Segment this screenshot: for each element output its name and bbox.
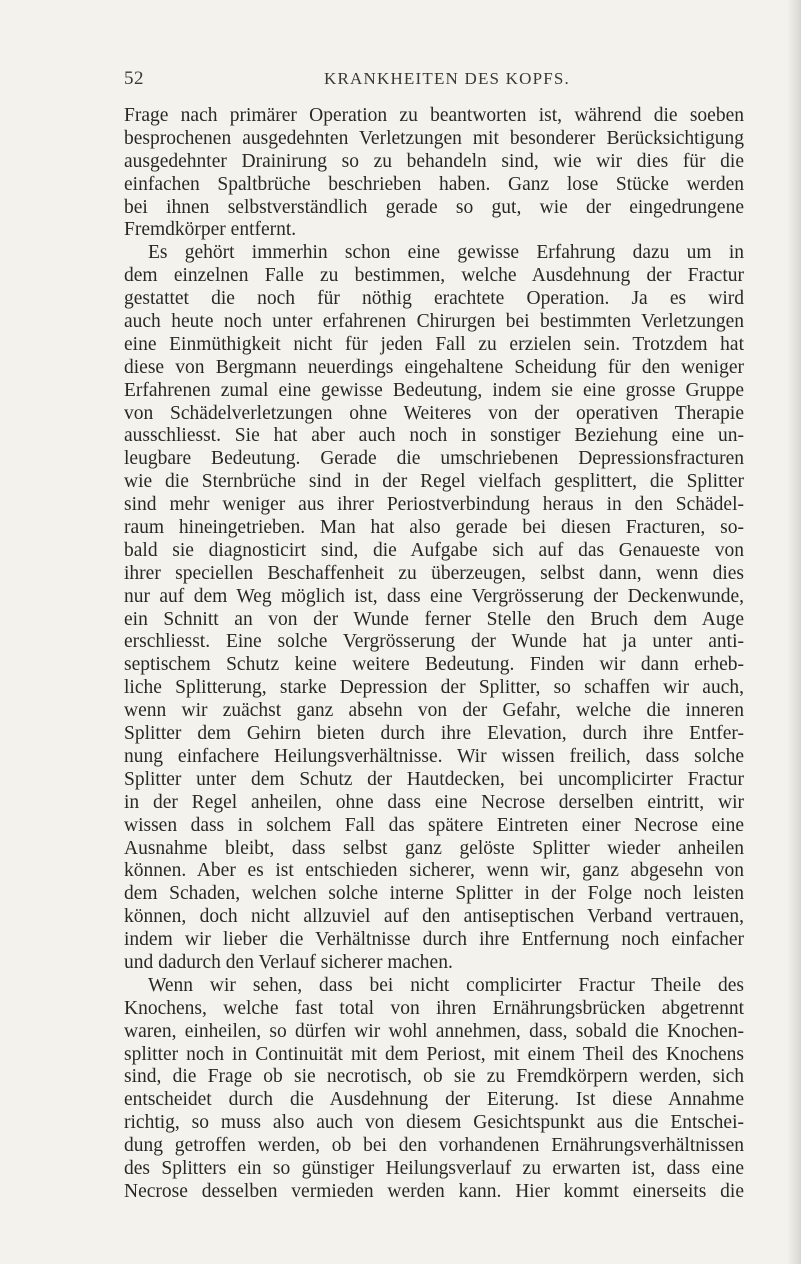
text-line: besprochenen ausgedehnten Verletzungen mit besonderer Berücksichtigung [124,127,744,149]
text-line: wenn wir zuächst ganz absehn von der Gefahr, welche die inneren [124,700,744,722]
text-line: Knochens, welche fast total von ihren Ernährungsbrücken abgetrennt [124,997,744,1019]
text-line: Erfahrenen zumal eine gewisse Bedeutung, indem sie eine grosse Gruppe [124,379,744,401]
text-line: bei ihnen selbstverständlich gerade so gut, wie der eingedrungene [124,196,744,218]
text-line: nung einfachere Heilungsverhältnisse. Wir wissen freilich, dass solche [124,745,744,767]
text-line: dem einzelnen Falle zu bestimmen, welche Ausdehnung der Fractur [124,265,744,287]
text-line: erschliesst. Eine solche Vergrösserung der Wunde hat ja unter anti- [124,631,744,653]
text-line: Es gehört immerhin schon eine gewisse Erfahrung dazu um in [148,242,744,264]
text-line: wissen dass in solchem Fall das spätere Eintreten einer Necrose eine [124,814,744,836]
text-line: können. Aber es ist entschieden sicherer, wenn wir, ganz abgesehn von [124,860,744,882]
text-line: sind, die Frage ob sie necrotisch, ob sie zu Fremdkörpern werden, sich [124,1066,744,1088]
text-line: dem Schaden, welchen solche interne Splitter in der Folge noch leisten [124,883,744,905]
text-line: indem wir lieber die Verhältnisse durch ihre Entfernung noch einfacher [124,929,744,951]
text-line: entscheidet durch die Ausdehnung der Eiterung. Ist diese Annahme [124,1089,744,1111]
text-line: können, doch nicht allzuviel auf den antiseptischen Verband vertrauen, [124,906,744,928]
text-line: ihrer speciellen Beschaffenheit zu überzeugen, selbst dann, wenn dies [124,562,744,584]
text-line: raum hineingetrieben. Man hat also gerade bei diesen Fracturen, so- [124,517,744,539]
text-line: Necrose desselben vermieden werden kann. Hier kommt einerseits die [124,1180,744,1202]
text-line: septischem Schutz keine weitere Bedeutung. Finden wir dann erheb- [124,654,744,676]
text-line: liche Splitterung, starke Depression der Splitter, so schaffen wir auch, [124,677,744,699]
text-line: splitter noch in Continuität mit dem Periost, mit einem Theil des Knochens [124,1043,744,1065]
text-line: Ausnahme bleibt, dass selbst ganz gelöste Splitter wieder anheilen [124,837,744,859]
text-line: Frage nach primärer Operation zu beantworten ist, während die soeben [124,105,744,126]
text-line: gestattet die noch für nöthig erachtete Operation. Ja es wird [124,288,744,310]
page-edge-shadow [787,0,801,1264]
text-line: ein Schnitt an von der Wunde ferner Stelle den Bruch dem Auge [124,608,744,630]
text-line: des Splitters ein so günstiger Heilungsverlauf zu erwarten ist, dass eine [124,1157,744,1179]
text-line: ausgedehnter Drainirung so zu behandeln sind, wie wir dies für die [124,150,744,172]
text-line: einfachen Spaltbrüche beschrieben haben. Ganz lose Stücke werden [124,173,744,195]
text-line: ausschliesst. Sie hat aber auch noch in sonstiger Beziehung eine un- [124,425,744,447]
text-line: diese von Bergmann neuerdings eingehaltene Scheidung für den weniger [124,356,744,378]
running-head: KRANKHEITEN DES KOPFS. [324,69,570,88]
text-line: richtig, so muss also auch von diesem Gesichtspunkt aus die Entschei- [124,1112,744,1134]
page-header [0,68,801,98]
text-line: Fremdkörper entfernt. [124,219,297,241]
text-line: sind mehr weniger aus ihrer Periostverbindung heraus in den Schädel- [124,494,744,516]
text-line: auch heute noch unter erfahrenen Chirurgen bei bestimmten Verletzungen [124,311,744,333]
text-line: waren, einheilen, so dürfen wir wohl annehmen, dass, sobald die Knochen- [124,1020,744,1042]
text-line: in der Regel anheilen, ohne dass eine Necrose derselben eintritt, wir [124,791,744,813]
text-line: leugbare Bedeutung. Gerade die umschriebenen Depressionsfracturen [124,448,744,470]
text-line: und dadurch den Verlauf sicherer machen. [124,951,453,973]
text-line: wie die Sternbrüche sind in der Regel vielfach gesplittert, die Splitter [124,471,744,493]
text-line: Splitter unter dem Schutz der Hautdecken, bei uncomplicirter Fractur [124,768,744,790]
body-text [124,105,744,1204]
text-line: bald sie diagnosticirt sind, die Aufgabe sich auf das Genaueste von [124,539,744,561]
text-line: dung getroffen werden, ob bei den vorhandenen Ernährungsverhältnissen [124,1135,744,1157]
text-line: von Schädelverletzungen ohne Weiteres von der operativen Therapie [124,402,744,424]
text-line: Wenn wir sehen, dass bei nicht complicirter Fractur Theile des [148,974,744,996]
text-line: eine Einmüthigkeit nicht für jeden Fall zu erzielen sein. Trotzdem hat [124,333,744,355]
text-line: nur auf dem Weg möglich ist, dass eine Vergrösserung der Deckenwunde, [124,585,744,607]
text-line: Splitter dem Gehirn bieten durch ihre Elevation, durch ihre Entfer- [124,723,744,745]
page-number: 52 [124,68,144,89]
